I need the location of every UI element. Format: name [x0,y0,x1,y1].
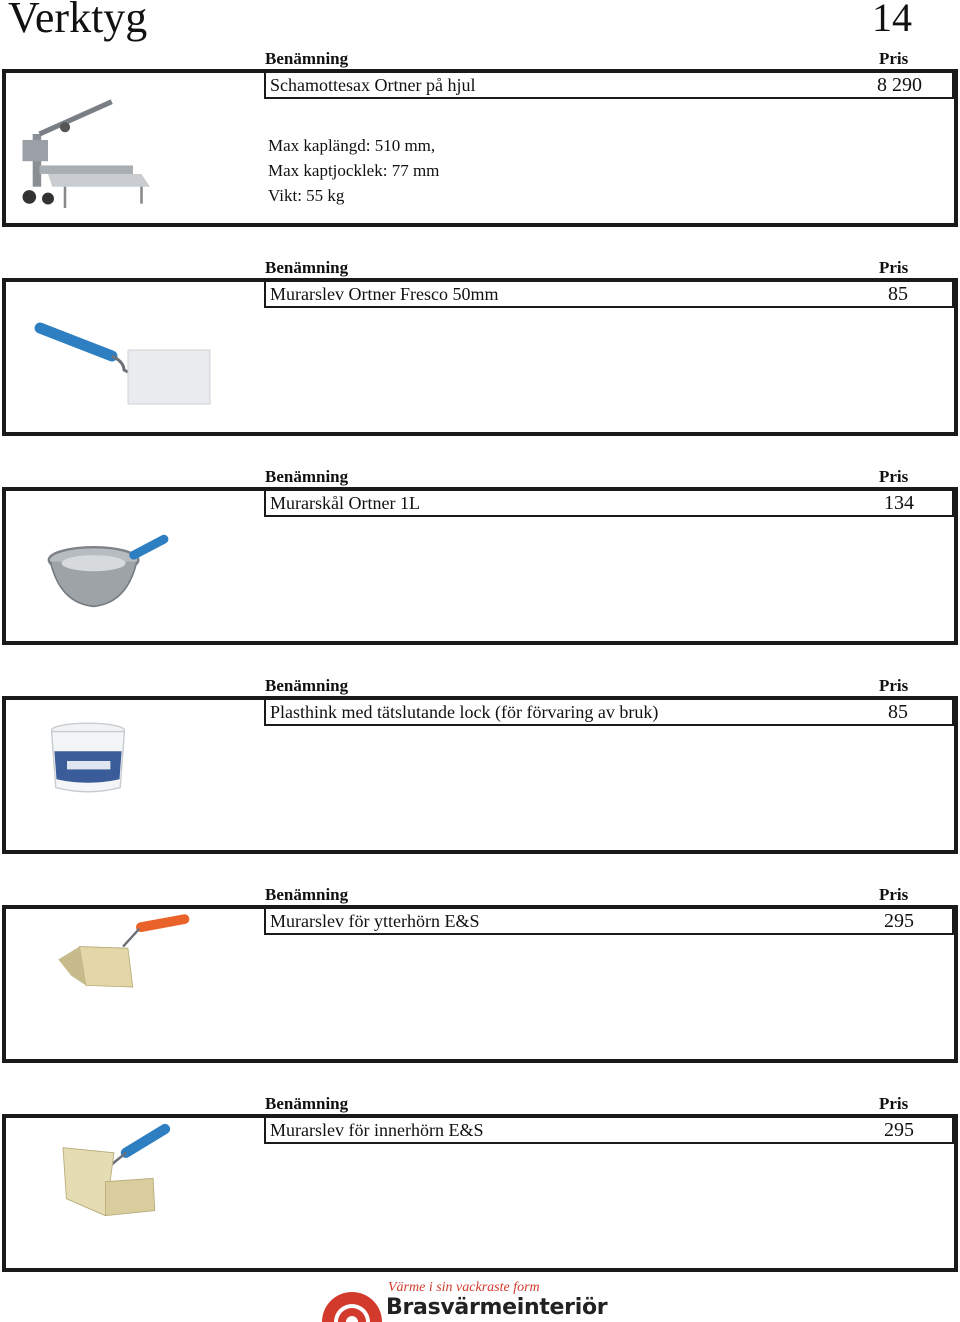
tile-cutter-image [14,81,184,221]
footer-brand: Brasvärmeinteriör [386,1295,608,1320]
price-header: Pris [879,676,909,695]
product-name: Schamottesax Ortner på hjul [270,75,476,95]
price-header: Pris [879,258,909,277]
product-price: 85 [888,283,908,305]
name-bar [264,282,954,308]
desc-line: Vikt: 55 kg [268,186,345,205]
flame-logo-icon [320,1280,384,1322]
product-price: 134 [884,492,914,514]
price-header: Pris [879,467,909,486]
outside-corner-trowel-image [46,911,226,1021]
name-header: Benämning [265,258,349,277]
product-name: Plasthink med tätslutande lock (för förvaring av bruk) [270,702,659,722]
bowl-image [44,529,204,639]
product-trowel [0,258,960,476]
product-box [2,696,958,854]
product-description [268,133,439,208]
name-header: Benämning [265,467,349,486]
brand-logo [320,1280,640,1322]
product-name: Murarslev för innerhörn E&S [270,1120,484,1140]
name-bar [264,73,954,99]
name-header: Benämning [265,885,349,904]
product-box [2,1114,958,1272]
product-tile-cutter [0,49,960,267]
name-bar [264,1118,954,1144]
product-box [2,278,958,436]
page-title: Verktyg [8,0,148,42]
name-header: Benämning [265,49,349,68]
product-price: 295 [884,1119,914,1141]
trowel-image [32,318,232,454]
bucket-image [46,712,186,824]
product-name: Murarskål Ortner 1L [270,493,420,513]
product-name: Murarslev för ytterhörn E&S [270,911,480,931]
footer-tagline: Värme i sin vackraste form [388,1280,540,1295]
product-name: Murarslev Ortner Fresco 50mm [270,284,499,304]
product-box [2,487,958,645]
name-bar [264,909,954,935]
name-bar [264,491,954,517]
product-box [2,69,958,227]
name-header: Benämning [265,676,349,695]
product-bowl [0,467,960,685]
inside-corner-trowel-image [46,1120,216,1240]
product-outside-corner-trowel [0,885,960,1103]
product-price: 8 290 [877,74,922,96]
product-bucket [0,676,960,894]
price-header: Pris [879,885,909,904]
name-bar [264,700,954,726]
price-header: Pris [879,49,909,68]
price-header: Pris [879,1094,909,1113]
desc-line: Max kaplängd: 510 mm, [268,136,436,155]
product-box [2,905,958,1063]
desc-line: Max kaptjocklek: 77 mm [268,161,440,180]
product-price: 85 [888,701,908,723]
page-number: 14 [872,0,912,40]
name-header: Benämning [265,1094,349,1113]
product-price: 295 [884,910,914,932]
